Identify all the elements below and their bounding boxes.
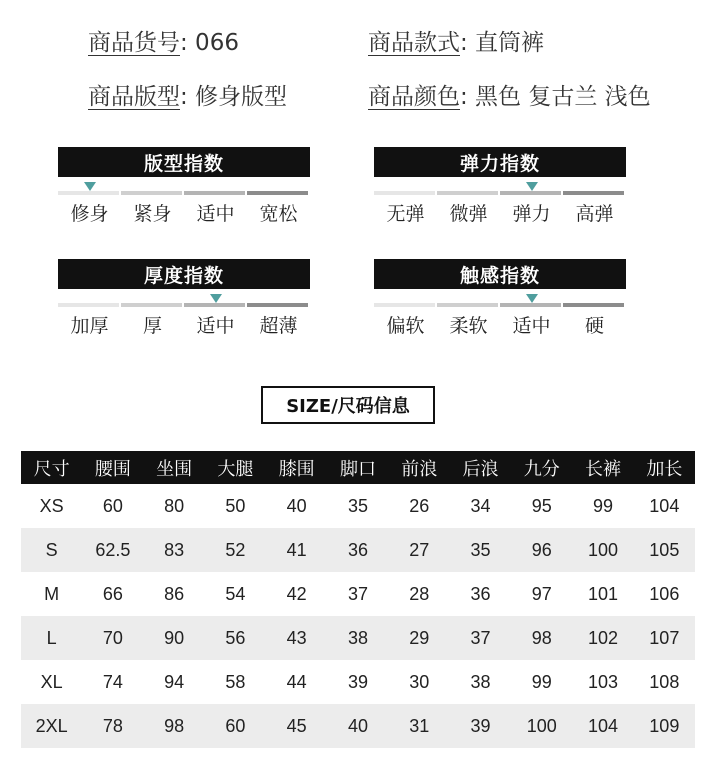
- table-row: [21, 572, 695, 616]
- table-cell: 90: [144, 616, 205, 660]
- table-cell: 100: [511, 704, 572, 748]
- table-cell: 98: [144, 704, 205, 748]
- size-info-title: SIZE/尺码信息: [261, 386, 435, 424]
- table-cell: 70: [82, 616, 143, 660]
- table-cell: 38: [327, 616, 388, 660]
- table-cell: 107: [634, 616, 695, 660]
- table-cell: 37: [347, 583, 368, 604]
- fit-index-level: 适中: [196, 203, 235, 225]
- table-cell: 54: [225, 583, 246, 604]
- table-cell: 95: [531, 495, 552, 516]
- fit-index: [58, 147, 310, 226]
- size-table: [21, 451, 695, 748]
- index-track-segment: [500, 303, 561, 307]
- size-table-header-cell: 大腿: [205, 451, 266, 484]
- elasticity-index-level: 高弹: [575, 203, 614, 225]
- table-cell: 80: [164, 495, 185, 516]
- fit-index-level: 修身: [70, 203, 109, 225]
- table-cell: 31: [389, 704, 450, 748]
- index-track-segment: [247, 191, 308, 195]
- index-track-segment: [184, 191, 245, 195]
- item-fit: [88, 78, 287, 111]
- table-cell: 40: [327, 704, 388, 748]
- table-cell: 104: [649, 495, 680, 516]
- touch-index-track: [374, 297, 626, 307]
- index-track-segment: [121, 303, 182, 307]
- size-table-header-cell: 膝围: [266, 451, 327, 484]
- table-cell: 56: [205, 616, 266, 660]
- size-table-header: [21, 451, 695, 484]
- table-cell: 94: [164, 671, 185, 692]
- table-cell: 62.5: [82, 528, 143, 572]
- index-track-segment: [121, 191, 182, 195]
- index-track-segment: [500, 191, 561, 195]
- size-table-header-cell: 前浪: [389, 451, 450, 484]
- table-cell: 78: [82, 704, 143, 748]
- size-table-header-cell: 加长: [634, 451, 695, 484]
- table-cell: S: [21, 528, 82, 572]
- table-cell: 34: [470, 495, 491, 516]
- index-marker-icon: [526, 294, 538, 303]
- table-cell: 28: [409, 583, 430, 604]
- index-marker-icon: [526, 182, 538, 191]
- table-cell: 43: [266, 616, 327, 660]
- thickness-index: [58, 259, 310, 338]
- item-fit-value: : 修身版型: [180, 84, 288, 110]
- item-color-label: 商品颜色: [368, 84, 460, 110]
- table-cell: XS: [39, 495, 64, 516]
- table-row: [21, 484, 695, 528]
- touch-index-level: 柔软: [449, 315, 488, 337]
- item-color: [368, 78, 651, 111]
- size-table-header-cell: 后浪: [450, 451, 511, 484]
- table-cell: 103: [588, 671, 619, 692]
- item-number-label: 商品货号: [88, 30, 180, 56]
- table-cell: 60: [102, 495, 123, 516]
- table-cell: 104: [572, 704, 633, 748]
- fit-index-track: [58, 185, 310, 195]
- table-cell: 36: [470, 583, 491, 604]
- table-cell: 74: [102, 671, 123, 692]
- table-cell: 2XL: [21, 704, 82, 748]
- fit-index-level: 紧身: [133, 203, 172, 225]
- table-cell: 60: [205, 704, 266, 748]
- thickness-index-level: 加厚: [70, 315, 109, 337]
- touch-index-level: 适中: [512, 315, 551, 337]
- table-cell: 35: [347, 495, 368, 516]
- table-cell: 100: [572, 528, 633, 572]
- size-table-header-cell: 九分: [511, 451, 572, 484]
- table-cell: 26: [409, 495, 430, 516]
- table-cell: 36: [327, 528, 388, 572]
- table-row: [21, 704, 695, 748]
- table-cell: 44: [286, 671, 307, 692]
- touch-index-level: 硬: [584, 315, 604, 337]
- table-cell: 39: [450, 704, 511, 748]
- elasticity-index-level: 弹力: [512, 203, 551, 225]
- table-cell: 27: [389, 528, 450, 572]
- table-cell: 99: [531, 671, 552, 692]
- size-table-header-cell: 长裤: [572, 451, 633, 484]
- table-cell: 50: [225, 495, 246, 516]
- size-table-header-cell: 腰围: [82, 451, 143, 484]
- table-cell: 30: [409, 671, 430, 692]
- index-track-segment: [374, 303, 435, 307]
- table-cell: L: [21, 616, 82, 660]
- table-cell: 83: [144, 528, 205, 572]
- table-row: [21, 528, 695, 572]
- table-cell: 97: [531, 583, 552, 604]
- table-cell: 108: [649, 671, 680, 692]
- size-table-header-cell: 坐围: [144, 451, 205, 484]
- table-cell: 38: [470, 671, 491, 692]
- table-cell: 109: [634, 704, 695, 748]
- index-track-segment: [58, 303, 119, 307]
- thickness-index-level: 适中: [196, 315, 235, 337]
- size-table-header-cell: 尺寸: [21, 451, 82, 484]
- touch-index-level: 偏软: [386, 315, 425, 337]
- thickness-index-level: 超薄: [259, 315, 298, 337]
- table-cell: 105: [634, 528, 695, 572]
- table-cell: 58: [225, 671, 246, 692]
- index-track-segment: [58, 191, 119, 195]
- index-marker-icon: [84, 182, 96, 191]
- size-table-header-cell: 脚口: [327, 451, 388, 484]
- index-track-segment: [563, 303, 624, 307]
- thickness-index-title: 厚度指数: [58, 259, 310, 289]
- table-cell: 86: [164, 583, 185, 604]
- table-cell: 40: [286, 495, 307, 516]
- fit-index-level: 宽松: [259, 203, 298, 225]
- table-cell: 29: [389, 616, 450, 660]
- table-row: [21, 616, 695, 660]
- table-cell: 41: [266, 528, 327, 572]
- fit-index-title: 版型指数: [58, 147, 310, 177]
- index-track-segment: [247, 303, 308, 307]
- item-color-value: : 黑色 复古兰 浅色: [460, 84, 651, 110]
- touch-index: [374, 259, 626, 338]
- index-track-segment: [437, 191, 498, 195]
- table-cell: 102: [572, 616, 633, 660]
- index-marker-icon: [210, 294, 222, 303]
- table-cell: 99: [593, 495, 614, 516]
- table-cell: M: [44, 583, 60, 604]
- elasticity-index: [374, 147, 626, 226]
- item-style-label: 商品款式: [368, 30, 460, 56]
- table-cell: 39: [347, 671, 368, 692]
- table-cell: 37: [450, 616, 511, 660]
- index-track-segment: [437, 303, 498, 307]
- thickness-index-track: [58, 297, 310, 307]
- touch-index-title: 触感指数: [374, 259, 626, 289]
- thickness-index-level: 厚: [142, 315, 162, 337]
- table-row: [21, 660, 695, 704]
- index-track-segment: [184, 303, 245, 307]
- elasticity-index-level: 微弹: [449, 203, 488, 225]
- elasticity-index-level: 无弹: [386, 203, 425, 225]
- item-number-value: : 066: [180, 30, 239, 56]
- table-cell: 52: [205, 528, 266, 572]
- elasticity-index-title: 弹力指数: [374, 147, 626, 177]
- table-cell: 106: [649, 583, 680, 604]
- table-cell: 35: [450, 528, 511, 572]
- table-cell: 96: [511, 528, 572, 572]
- index-track-segment: [563, 191, 624, 195]
- table-cell: 45: [266, 704, 327, 748]
- table-cell: 66: [102, 583, 123, 604]
- item-fit-label: 商品版型: [88, 84, 180, 110]
- table-cell: 101: [588, 583, 619, 604]
- table-cell: 98: [511, 616, 572, 660]
- index-track-segment: [374, 191, 435, 195]
- item-number: [88, 24, 239, 57]
- table-cell: 42: [286, 583, 307, 604]
- table-cell: XL: [40, 671, 63, 692]
- item-style-value: : 直筒裤: [460, 30, 545, 56]
- item-style: [368, 24, 544, 57]
- elasticity-index-track: [374, 185, 626, 195]
